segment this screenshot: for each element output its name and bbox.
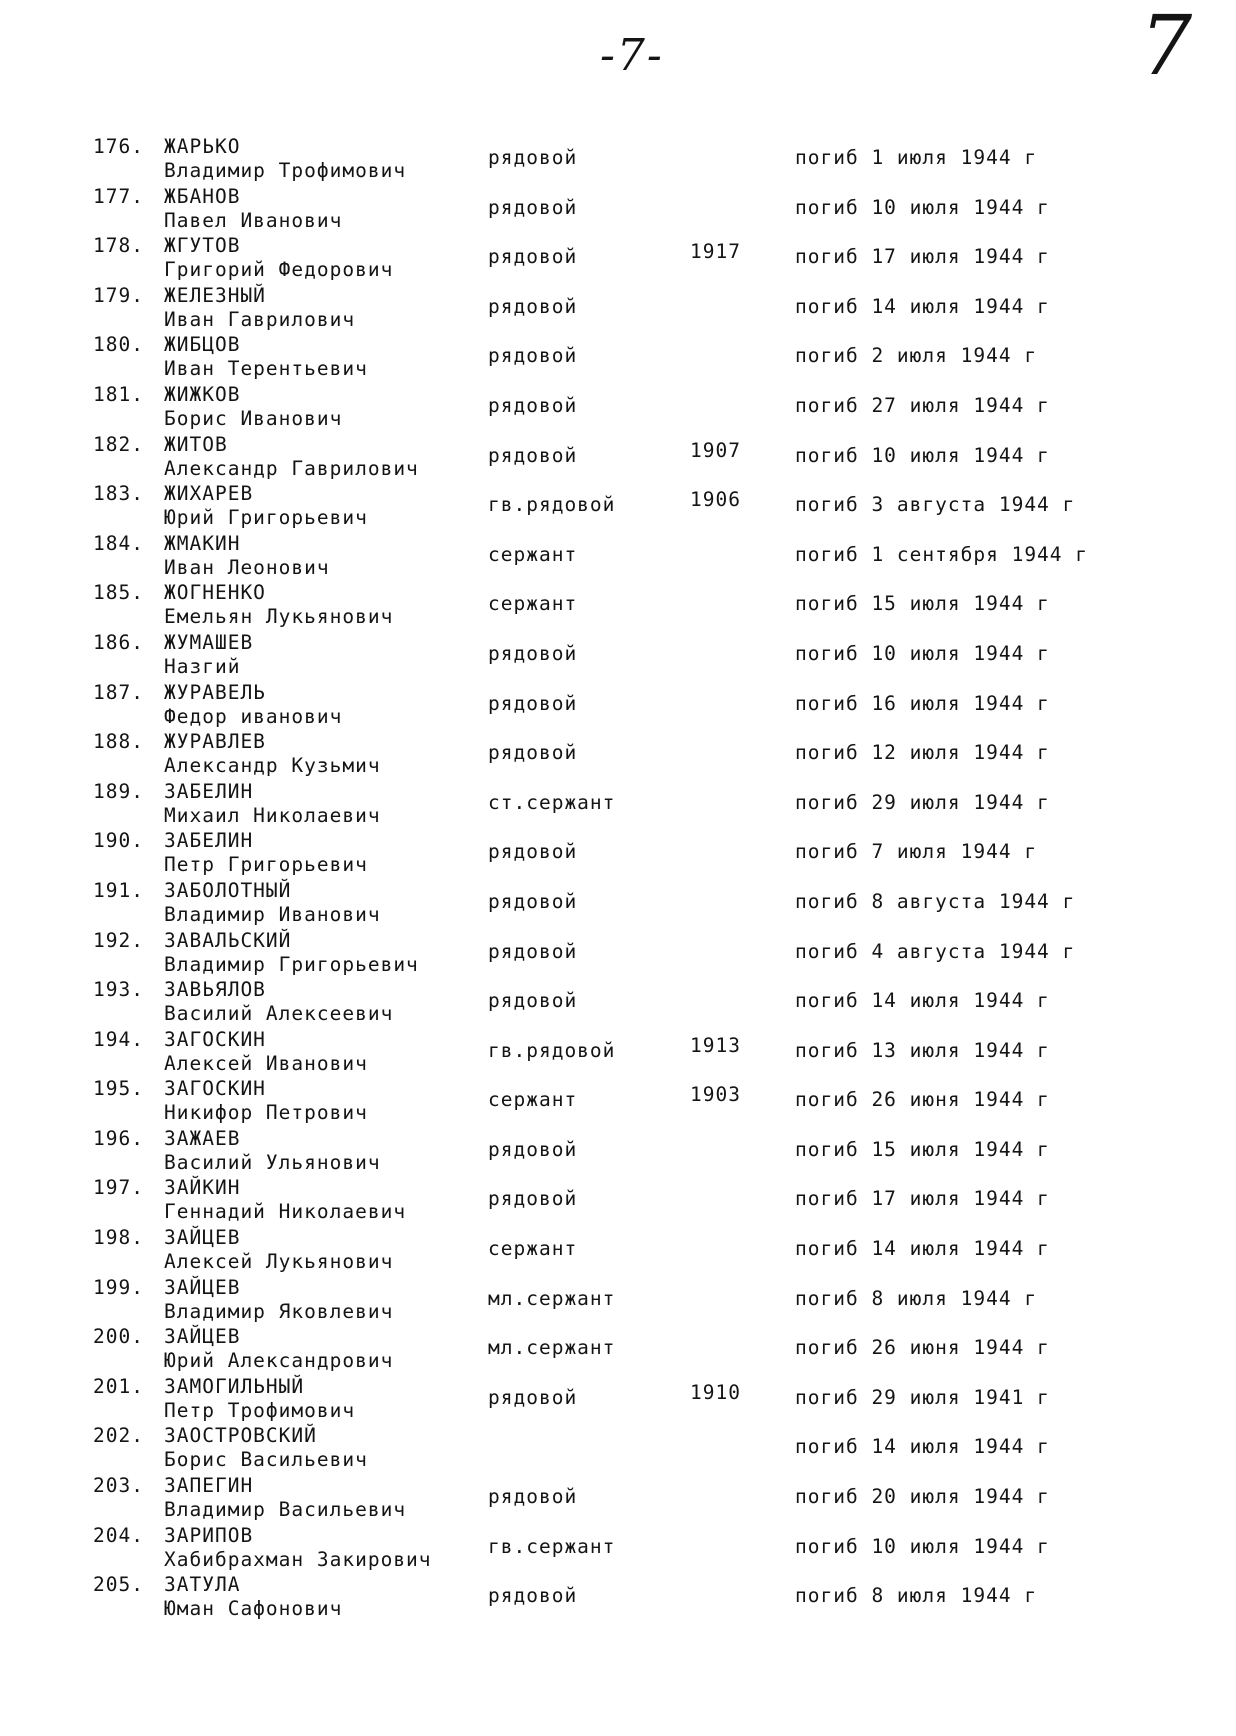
- entry-status: погиб 10 июля 1944 г: [795, 641, 1050, 665]
- entry-given-names: Петр Трофимович: [164, 1398, 356, 1422]
- entry-given-names: Павел Иванович: [164, 208, 343, 232]
- list-item: [0, 678, 1236, 728]
- list-item: [0, 578, 1236, 628]
- entry-number: 198.: [93, 1226, 144, 1250]
- list-item: [0, 1471, 1236, 1521]
- entry-number: 184.: [93, 531, 144, 555]
- list-item: [0, 380, 1236, 430]
- list-item: [0, 430, 1236, 480]
- entry-surname: ЗАЙЦЕВ: [164, 1226, 241, 1250]
- entry-given-names: Михаил Николаевич: [164, 803, 381, 827]
- entry-status: погиб 12 июля 1944 г: [795, 741, 1050, 765]
- list-item: [0, 281, 1236, 331]
- entry-given-names: Василий Ульянович: [164, 1150, 381, 1174]
- entry-number: 189.: [93, 779, 144, 803]
- list-item: [0, 1223, 1236, 1273]
- entry-given-names: Григорий Федорович: [164, 258, 394, 282]
- entry-number: 200.: [93, 1325, 144, 1349]
- entry-given-names: Владимир Иванович: [164, 902, 381, 926]
- entry-surname: ЖУМАШЕВ: [164, 630, 254, 654]
- entry-number: 196.: [93, 1126, 144, 1150]
- entry-status: погиб 17 июля 1944 г: [795, 245, 1050, 269]
- list-item: [0, 330, 1236, 380]
- entry-status: погиб 7 июля 1944 г: [795, 840, 1038, 864]
- list-item: [0, 1074, 1236, 1124]
- entry-status: погиб 29 июля 1944 г: [795, 790, 1050, 814]
- entry-birth-year: 1907: [690, 438, 741, 462]
- entry-given-names: Владимир Трофимович: [164, 159, 407, 182]
- entry-status: погиб 20 июля 1944 г: [795, 1485, 1050, 1509]
- entry-given-names: Александр Кузьмич: [164, 754, 381, 778]
- entry-surname: ЗАБЕЛИН: [164, 779, 254, 803]
- entry-rank: рядовой: [488, 344, 578, 368]
- entry-surname: ЖИБЦОВ: [164, 333, 241, 357]
- list-item: [0, 479, 1236, 529]
- entry-rank: рядовой: [488, 1485, 578, 1509]
- list-item: [0, 777, 1236, 827]
- entry-rank: рядовой: [488, 939, 578, 963]
- entry-surname: ЖИХАРЕВ: [164, 482, 254, 506]
- entry-surname: ЖГУТОВ: [164, 234, 241, 258]
- entry-number: 177.: [93, 184, 144, 208]
- entry-given-names: Борис Иванович: [164, 406, 343, 430]
- entry-status: погиб 10 июля 1944 г: [795, 195, 1050, 219]
- handwritten-page-mark: 7: [1140, 0, 1193, 94]
- entry-given-names: Василий Алексеевич: [164, 1002, 394, 1026]
- entry-number: 183.: [93, 482, 144, 506]
- entry-status: погиб 15 июля 1944 г: [795, 592, 1050, 616]
- entry-rank: рядовой: [488, 294, 578, 318]
- list-item: [0, 182, 1236, 232]
- entry-given-names: Алексей Иванович: [164, 1051, 368, 1075]
- entry-given-names: Петр Григорьевич: [164, 853, 368, 877]
- entry-status: погиб 10 июля 1944 г: [795, 443, 1050, 467]
- list-item: [0, 826, 1236, 876]
- entry-number: 187.: [93, 680, 144, 704]
- entry-rank: гв.сержант: [488, 1534, 616, 1558]
- entry-given-names: Иван Терентьевич: [164, 357, 368, 381]
- entry-surname: ЖУРАВЛЕВ: [164, 730, 266, 754]
- entry-given-names: Иван Гаврилович: [164, 307, 356, 331]
- list-item: [0, 1421, 1236, 1471]
- entry-birth-year: 1913: [690, 1033, 741, 1057]
- entry-given-names: Федор иванович: [164, 704, 343, 728]
- entry-status: погиб 14 июля 1944 г: [795, 294, 1050, 318]
- entry-status: погиб 1 сентября 1944 г: [795, 542, 1089, 566]
- entry-surname: ЖИТОВ: [164, 432, 228, 456]
- entry-surname: ЗАБОЛОТНЫЙ: [164, 878, 292, 902]
- list-item: [0, 1273, 1236, 1323]
- entry-status: погиб 2 июля 1944 г: [795, 344, 1038, 368]
- list-item: [0, 926, 1236, 976]
- entry-surname: ЖМАКИН: [164, 531, 241, 555]
- entry-number: 182.: [93, 432, 144, 456]
- entry-number: 205.: [93, 1573, 144, 1597]
- entry-number: 188.: [93, 730, 144, 754]
- entry-given-names: Владимир Яковлевич: [164, 1299, 394, 1323]
- entry-given-names: Юрий Григорьевич: [164, 506, 368, 530]
- entry-rank: рядовой: [488, 840, 578, 864]
- entry-rank: рядовой: [488, 1584, 578, 1608]
- entry-rank: рядовой: [488, 443, 578, 467]
- entry-rank: сержант: [488, 1237, 578, 1261]
- entry-status: погиб 16 июля 1944 г: [795, 691, 1050, 715]
- entry-status: погиб 13 июля 1944 г: [795, 1038, 1050, 1062]
- entry-status: погиб 26 июня 1944 г: [795, 1336, 1050, 1360]
- list-item: [0, 876, 1236, 926]
- entry-rank: сержант: [488, 592, 578, 616]
- entry-rank: сержант: [488, 542, 578, 566]
- entry-given-names: Геннадий Николаевич: [164, 1200, 407, 1224]
- entry-surname: ЗАМОГИЛЬНЫЙ: [164, 1374, 305, 1398]
- entry-surname: ЖАРЬКО: [164, 135, 241, 158]
- entry-given-names: Хабибрахман Закирович: [164, 1547, 432, 1571]
- entry-given-names: Борис Васильевич: [164, 1448, 368, 1472]
- entry-given-names: Юман Сафонович: [164, 1597, 343, 1621]
- entry-rank: рядовой: [488, 393, 578, 417]
- entry-birth-year: 1917: [690, 240, 741, 264]
- entry-rank: мл.сержант: [488, 1286, 616, 1310]
- entry-surname: ЖБАНОВ: [164, 184, 241, 208]
- entry-number: 176.: [93, 135, 144, 158]
- entry-status: погиб 15 июля 1944 г: [795, 1137, 1050, 1161]
- entry-number: 180.: [93, 333, 144, 357]
- entry-surname: ЗАГОСКИН: [164, 1027, 266, 1051]
- entry-number: 195.: [93, 1077, 144, 1101]
- entry-surname: ЗАПЕГИН: [164, 1474, 254, 1498]
- entry-rank: рядовой: [488, 1137, 578, 1161]
- entry-status: погиб 14 июля 1944 г: [795, 1435, 1050, 1459]
- entry-rank: рядовой: [488, 741, 578, 765]
- entry-number: 185.: [93, 581, 144, 605]
- entry-number: 197.: [93, 1176, 144, 1200]
- list-item: [0, 1124, 1236, 1174]
- entry-number: 193.: [93, 978, 144, 1002]
- list-item: [0, 132, 1236, 182]
- list-item: [0, 1521, 1236, 1571]
- entry-surname: ЗАЙКИН: [164, 1176, 241, 1200]
- entry-surname: ЗАЖАЕВ: [164, 1126, 241, 1150]
- entry-rank: рядовой: [488, 195, 578, 219]
- entry-surname: ЖИЖКОВ: [164, 382, 241, 406]
- entry-surname: ЖОГНЕНКО: [164, 581, 266, 605]
- entry-rank: рядовой: [488, 989, 578, 1013]
- entry-status: погиб 8 июля 1944 г: [795, 1286, 1038, 1310]
- list-item: [0, 1025, 1236, 1075]
- entry-surname: ЖУРАВЕЛЬ: [164, 680, 266, 704]
- entry-surname: ЗАЙЦЕВ: [164, 1325, 241, 1349]
- entry-given-names: Емельян Лукьянович: [164, 605, 394, 629]
- entry-status: погиб 17 июля 1944 г: [795, 1187, 1050, 1211]
- entry-surname: ЖЕЛЕЗНЫЙ: [164, 283, 266, 307]
- entry-status: погиб 8 июля 1944 г: [795, 1584, 1038, 1608]
- list-item: [0, 231, 1236, 281]
- list-item: [0, 1372, 1236, 1422]
- entry-rank: рядовой: [488, 889, 578, 913]
- list-item: [0, 1570, 1236, 1620]
- entry-status: погиб 27 июля 1944 г: [795, 393, 1050, 417]
- entry-surname: ЗАЙЦЕВ: [164, 1275, 241, 1299]
- entry-surname: ЗАТУЛА: [164, 1573, 241, 1597]
- entry-number: 186.: [93, 630, 144, 654]
- entry-given-names: Назгий: [164, 654, 241, 678]
- entry-status: погиб 8 августа 1944 г: [795, 889, 1076, 913]
- entry-status: погиб 4 августа 1944 г: [795, 939, 1076, 963]
- entry-rank: рядовой: [488, 691, 578, 715]
- list-item: [0, 1173, 1236, 1223]
- entry-number: 201.: [93, 1374, 144, 1398]
- entry-rank: рядовой: [488, 1385, 578, 1409]
- entry-surname: ЗАОСТРОВСКИЙ: [164, 1424, 317, 1448]
- entry-number: 204.: [93, 1523, 144, 1547]
- entry-number: 202.: [93, 1424, 144, 1448]
- entry-rank: рядовой: [488, 1187, 578, 1211]
- entry-given-names: Юрий Александрович: [164, 1349, 394, 1373]
- list-item: [0, 727, 1236, 777]
- entry-number: 178.: [93, 234, 144, 258]
- entry-status: погиб 3 августа 1944 г: [795, 493, 1076, 517]
- entry-rank: гв.рядовой: [488, 493, 616, 517]
- entry-surname: ЗАРИПОВ: [164, 1523, 254, 1547]
- entry-number: 199.: [93, 1275, 144, 1299]
- entry-rank: рядовой: [488, 245, 578, 269]
- entry-status: погиб 14 июля 1944 г: [795, 989, 1050, 1013]
- entry-rank: гв.рядовой: [488, 1038, 616, 1062]
- list-item: [0, 975, 1236, 1025]
- entry-status: погиб 29 июля 1941 г: [795, 1385, 1050, 1409]
- entry-status: погиб 1 июля 1944 г: [795, 146, 1038, 169]
- page-number: -7-: [600, 30, 664, 81]
- entry-number: 191.: [93, 878, 144, 902]
- entry-given-names: Алексей Лукьянович: [164, 1250, 394, 1274]
- entry-number: 190.: [93, 829, 144, 853]
- entry-given-names: Никифор Петрович: [164, 1101, 368, 1125]
- entry-surname: ЗАГОСКИН: [164, 1077, 266, 1101]
- entry-number: 179.: [93, 283, 144, 307]
- entry-rank: мл.сержант: [488, 1336, 616, 1360]
- entry-number: 181.: [93, 382, 144, 406]
- entry-given-names: Иван Леонович: [164, 555, 330, 579]
- entry-surname: ЗАВАЛЬСКИЙ: [164, 928, 292, 952]
- entry-rank: рядовой: [488, 641, 578, 665]
- entry-number: 194.: [93, 1027, 144, 1051]
- entry-rank: ст.сержант: [488, 790, 616, 814]
- entry-number: 192.: [93, 928, 144, 952]
- entry-rank: сержант: [488, 1088, 578, 1112]
- entry-birth-year: 1903: [690, 1083, 741, 1107]
- entry-given-names: Александр Гаврилович: [164, 456, 419, 480]
- entry-given-names: Владимир Григорьевич: [164, 952, 419, 976]
- list-item: [0, 628, 1236, 678]
- entry-status: погиб 10 июля 1944 г: [795, 1534, 1050, 1558]
- roster-list: [0, 132, 1236, 1620]
- entry-number: 203.: [93, 1474, 144, 1498]
- entry-birth-year: 1910: [690, 1380, 741, 1404]
- entry-surname: ЗАВЬЯЛОВ: [164, 978, 266, 1002]
- entry-rank: рядовой: [488, 146, 578, 169]
- entry-surname: ЗАБЕЛИН: [164, 829, 254, 853]
- entry-given-names: Владимир Васильевич: [164, 1498, 407, 1522]
- entry-status: погиб 14 июля 1944 г: [795, 1237, 1050, 1261]
- list-item: [0, 529, 1236, 579]
- list-item: [0, 1322, 1236, 1372]
- entry-status: погиб 26 июня 1944 г: [795, 1088, 1050, 1112]
- entry-birth-year: 1906: [690, 488, 741, 512]
